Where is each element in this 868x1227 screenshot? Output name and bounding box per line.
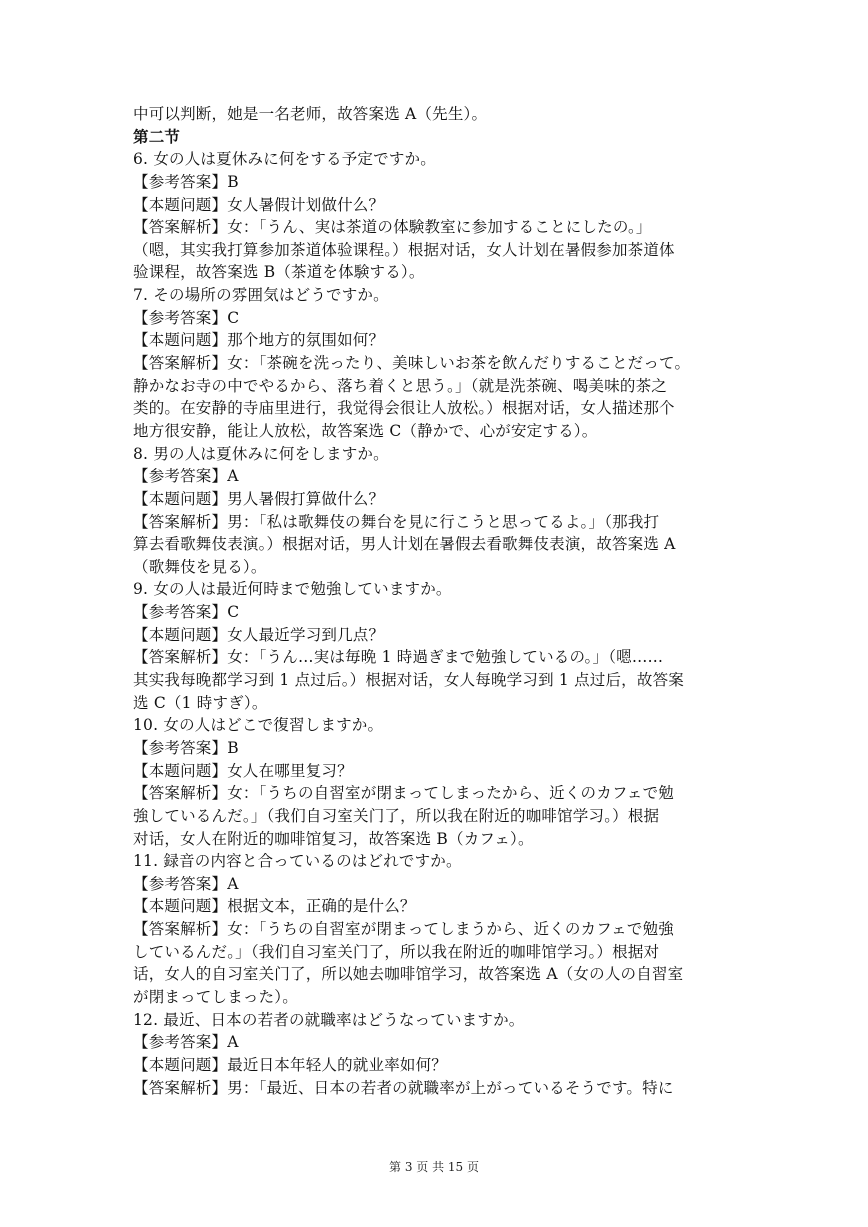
text-line: 对话，女人在附近的咖啡馆复习，故答案选 B（カフェ）。 [133, 829, 534, 848]
page-number-footer: 第 3 页 共 15 页 [389, 1160, 479, 1174]
section-heading: 第二节 [133, 126, 181, 146]
text-line: （歌舞伎を見る）。 [133, 557, 267, 576]
text-line: 中可以判断，她是一名老师，故答案选 A（先生）。 [133, 105, 488, 123]
question-prompt: 【本题问题】女人最近学习到几点？ [133, 625, 385, 644]
question-title: 8. 男の人は夏休みに何をしますか。 [133, 444, 389, 463]
reference-answer: 【参考答案】C [133, 603, 240, 622]
text-line: 静かなお寺の中でやるから、落ち着くと思う。」（就是洗茶碗、喝美味的茶之 [133, 376, 668, 395]
document-body [133, 103, 743, 1099]
answer-analysis: 【答案解析】男：「最近、日本の若者の就職率が上がっているそうです。特に [133, 1078, 674, 1097]
text-line: （嗯，其实我打算参加茶道体验课程。）根据对话，女人计划在暑假参加茶道体 [133, 240, 675, 259]
question-prompt: 【本题问题】女人在哪里复习？ [133, 761, 353, 780]
reference-answer: 【参考答案】C [133, 308, 240, 327]
text-line: が閉まってしまった）。 [133, 987, 298, 1006]
text-line: 话，女人的自习室关门了，所以她去咖啡馆学习，故答案选 A（女の人の自習室 [133, 965, 684, 984]
reference-answer: 【参考答案】B [133, 172, 239, 191]
question-prompt: 【本题问题】男人暑假打算做什么？ [133, 489, 385, 508]
text-line: 算去看歌舞伎表演。）根据对话，男人计划在暑假去看歌舞伎表演，故答案选 A [133, 535, 676, 554]
answer-analysis: 【答案解析】女：「うん、実は茶道の体験教室に参加することにしたの。」 [133, 218, 652, 237]
reference-answer: 【参考答案】B [133, 738, 239, 757]
text-line: 強しているんだ。」（我们自习室关门了，所以我在附近的咖啡馆学习。）根据 [133, 806, 660, 825]
reference-answer: 【参考答案】A [133, 467, 239, 486]
text-line: 其实我每晚都学习到 1 点过后。）根据对话，女人每晚学习到 1 点过后，故答案 [133, 671, 684, 690]
question-title: 10. 女の人はどこで復習しますか。 [133, 716, 384, 735]
reference-answer: 【参考答案】A [133, 1033, 239, 1052]
question-prompt: 【本题问题】女人暑假计划做什么？ [133, 195, 385, 214]
text-line: しているんだ。」（我们自习室关门了，所以我在附近的咖啡馆学习。）根据对 [133, 942, 660, 961]
question-prompt: 【本题问题】那个地方的氛围如何？ [133, 331, 385, 350]
answer-analysis: 【答案解析】女：「うん…実は毎晩 1 時過ぎまで勉強しているの。」（嗯…… [133, 648, 664, 667]
question-prompt: 【本题问题】最近日本年轻人的就业率如何？ [133, 1055, 448, 1074]
question-title: 12. 最近、日本の若者の就職率はどうなっていますか。 [133, 1010, 525, 1029]
question-title: 7. その場所の雰囲気はどうですか。 [133, 286, 389, 305]
answer-analysis: 【答案解析】女：「うちの自習室が閉まってしまうから、近くのカフェで勉強 [133, 920, 674, 939]
question-title: 6. 女の人は夏休みに何をする予定ですか。 [133, 150, 436, 169]
text-line: 验课程，故答案选 B（茶道を体験する）。 [133, 263, 425, 282]
question-title: 11. 録音の内容と合っているのはどれですか。 [133, 852, 462, 871]
text-line: 选 C（1 時すぎ）。 [133, 693, 268, 712]
answer-analysis: 【答案解析】女：「うちの自習室が閉まってしまったから、近くのカフェで勉 [133, 784, 674, 803]
text-line: 地方很安静，能让人放松，故答案选 C（静かで、心が安定する）。 [133, 421, 598, 440]
reference-answer: 【参考答案】A [133, 874, 239, 893]
question-title: 9. 女の人は最近何時まで勉強していますか。 [133, 580, 452, 599]
answer-analysis: 【答案解析】女：「茶碗を洗ったり、美味しいお茶を飲んだりすることだって。 [133, 354, 691, 373]
question-prompt: 【本题问题】根据文本，正确的是什么？ [133, 897, 416, 916]
answer-analysis: 【答案解析】男：「私は歌舞伎の舞台を見に行こうと思ってるよ。」（那我打 [133, 512, 660, 531]
text-line: 类的。在安静的寺庙里进行，我觉得会很让人放松。）根据对话，女人描述那个 [133, 399, 675, 418]
